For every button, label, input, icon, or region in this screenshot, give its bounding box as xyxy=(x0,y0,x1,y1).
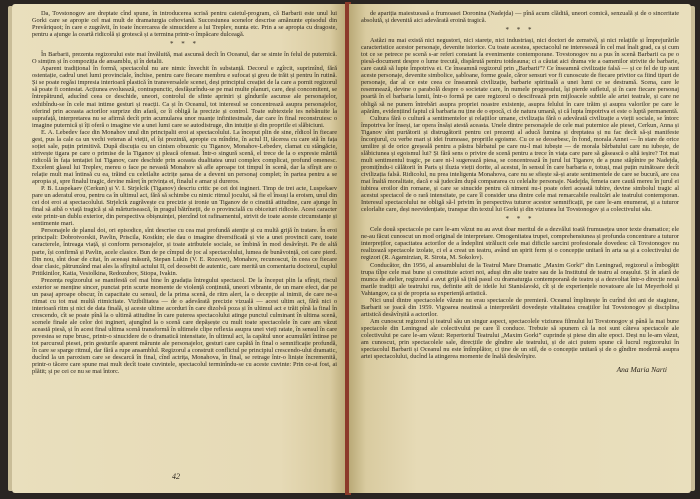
paragraph: Da, Tovstonogov are dreptate cînd spune, în introducerea scrisă pentru caietul-program, că Barbarii este unul lui Gorki care se apropie cel mai mult de dramaturgia cehoviană. Succesiunea scenelor descrise amănunte episodul din Prevăriquot; în care e zugrăvit, în toate încercarea de simucidere a lui Treplev, nunta etc. Prin a se apropia cu dragoste, pentru a ajunge la ceartă ridicolă și grotescă și a termina printr-o împăcare dulceagă. xyxy=(32,10,337,39)
paragraph: Am cunoscut regizorul și teatrul său un singur aspect, spectacolele viziunea filmului lui Tovstonogov și până la mai bune spectacole din Leningrad ale colectivului pe care îl conduce. Trebuie să spunem că la noi sunt câteva spectacole ale colectivului pe care le-am văzut: Repertoriul Teatrului „Maxim Gorki” cuprinde și piese din alte epoci. Deși nu le-am văzut, am cunoscut, prin spectacolele sale, direcțiile de gîndire ale teatrului, și de aici putem spune că lucrul regizorului în spectacolul Barbarii și Oceanul nu este întîmplător, ci ține de un stil, de o concepție unitară și de o gîndire modernă asupra artei spectacolului, ducînd la atingerea momente de înaltă desăvîrșire. xyxy=(361,317,679,361)
right-main-text xyxy=(361,37,679,213)
right-page xyxy=(349,4,691,493)
paragraph: În Barbarii, prezenta regizorului este mai învăluită, mai ascunsă decît în Oceanul, dar se simte în felul de puternică. O simțim și în compoziția de ansamblu, și în detalii. xyxy=(32,51,337,66)
left-page xyxy=(12,4,347,493)
section-separator: * * * xyxy=(505,215,535,224)
page-number: 42 xyxy=(172,472,180,481)
left-main-text xyxy=(32,51,337,375)
paragraph: Conducător, din 1956, al ansamblului de la Teatrul Mare Dramatic „Maxim Gorki” din Leningrad, regizorul a îmbogățit trupa tîlpe cele mai bune și constituie actori noi, aduși din alte teatre sau de la Institutul de teatru al orașului. Și în afară de munca de atelier, regizorul a avut grijă să țină pasul cu dramaturgia contemporană de teatru și a dezvoltat într-o direcție nouă marile tradiții ale teatrului rus, definite atît de ideile lui Stanislavski, cît și de experiențele novatoare ale lui Meyerhold și Vahtangov, ca și de propria sa experiență artistică. xyxy=(361,261,679,297)
section-separator: * * * xyxy=(170,40,199,49)
right-bottom-text xyxy=(361,226,679,360)
paragraph: de apariția maiestuoasă a frumoasei Doronina (Nadejda) — pînă acum clădită, uneori comică, senzuală și de o sinceritate absolută, și devenită aici adevărată eroină tragică. xyxy=(361,10,679,25)
paragraph: Prezența regizorului se manifestă cel mai bine în gradația întregului spectacol. De la început plin la sfîrșit, riscul exterior se menține sincer, punctat prin scurte momente de violență conținută, uneori vibrante, de un mare efect, dar pe un pasaj aproape obscur, în capacitate cu sensul, de la prima scenă, de ritm alert, la o decepție al inimii, de care ne-a ritmat cu tot mai multă ritmicitate. Vizibilitatea — de o adevărată precizie vizuală — acest ultim act, fără nici o interioară ritm și nici de data finală, și aceste ultime acorduri în care dizolvă poza și în ultimul act e trăit pînă la final în crescendo, cît se poate pînă la o ultimă atitudine în care puterea spectacolului atinge punctul culminant în ultima scenă, scenele finale ale celor doi ingineri, ajungînd la o scenă care depășește cu mult toate spectacolele în care am văzut această piesă, și în acest final ultima scenă transformă în ultimele clipe reflexia asupra unei vieți ratate, în sensul în care povestea se rupe brusc, printr-o sinucidere de o dramatică intensitate, în ultimul act, la capătul unor acumulări întinse pe tot parcursul piesei, prin gesturile aparent mărunte ale personajelor, gesturi care capătă în final o semnificație profundă, în care se sparge ritmul, dar fără a rupe ansamblul. Regizorul a construit conflictul pe principiul crescendo-ului dramatic, ducînd la un paroxism care se descarcă în final, cînd actrița, Monahova, în final, se retrage într-o liniște încremenită, printr-o tăcere care spune mai mult decît toate cuvintele, spectacolul terminîndu-se cu aceste cuvinte: Prin ce-ai fost, ai plătit; și pe cei ce nu se mai întorc. xyxy=(32,276,337,376)
paragraph: Astăzi nu mai există nici negustori, nici starețe, nici industriași, nici doctori de zemstvă, și nici relațiile și împrejurările caracteristice acestor personaje, devenite istorice. Cu toate acestea, spectacolul ne interesează în cel mai înalt grad, ca și cum tot ce se petrece pe scenă s-ar referi constant la evenimente contemporane. Tovstonogov nu a pus în scenă Barbarii ca pe o piesă-document despre o lume trecută, dispărută pentru totdeauna; ci a căutat aici drama vie a oamenilor strivite de barbarie, care caută să lupte împotriva ei. Ce înseamnă regizorul prin „Barbarii”? Ce înseamnă civilizație falsă — și ce fel de tip sunt aceste personaje, devenite simbolice, șabloane, forme goale, căror sensuri vor fi cunoscute de fiecare privitor ca fiind tipuri de personaje, dar al ce este ceea ce înseamnă civilizație, barbarie spirituală a unei lumi ce se destramă. Scena, care le resemnează, devine o parabolă despre o societate care, în numele progresului, își pierde sufletul, și în care fiecare personaj poartă în el barbaria lumii, într-o formă pe care regizorul o descifrează prin mijloacele subtile ale artei teatrale, și care ne obligă să ne punem întrebări asupra propriei noastre existențe, asupra felului în care trăim și asupra valorilor pe care le apărăm, evidențiind faptul că barbaria nu ține de o epocă, ci de natura umană, și că lupta împotriva ei este o luptă permanentă. xyxy=(361,37,679,115)
right-page-edge xyxy=(691,6,695,491)
paragraph: Cele două spectacole pe care le-am văzut nu au avut doar meritul de a dezvălui toată frumusețea unor texte dramatice; ele ne-au făcut cunoscut un mod original de interpretare. Omogenitatea trupei, comprehensiunea și profunda concentrare a tuturor interpreților, capacitatea actorilor de a îndeplini strălucit cele mai dificile sarcini profesionale dovedesc că Tovstonogov nu realizează spectacole izolate, ci el a creat un teatru, având un spirit ferm și o concepție unitară în arta sa și a colectivului de regizori (R. Agamirzian, R. Sirota, M. Sokolov). xyxy=(361,226,679,262)
paragraph: Personajele de planul doi, ori episodice, sînt descrise cu cea mai profundă atenție și cu multă grijă în tratare. În eroi principali: Dobrotvorskii, Pavlin, Priscila, Kostkin; ele dau o imagine diversificată și vie a unei provincii care, toate caracterele, întreaga viață, și conform personajelor, și toate atributele sociale, se îmbină în mod desăvîrșit. Pe de altă parte, își confirmă și Pavlin, acele clasice. Bun de pe cîmpul de joc al spectacolului, lumea de bunăvoință, cei care pierd. Din nou, sînt doar de citat, în aceeași măsură, Stepan Lukin (V. E. Rozsvet), Monahov, recunoscut, în ceea ce fiecare doar clasic, pătrunzând mai ales la sfîrșitul actului II, cel deosebit de autentic, care merită un comentariu doctorul, cuplul Pritikinilor, Katia, Vesiolkina, Redozubov, Stiopa, Ivakin. xyxy=(32,227,337,277)
paragraph: Aparent tradițional în formă, spectacolul nu are nimic învechit în substanță. Decorul e zgîrcit, suprimînd, fără ostentație, cadrul unei lumi provinciale, închise, pentru care fiecare membru e sufocat și greu de trăit și pentru în rutină. Și se poate regăsi impresia interioară plastică în transversalele scenei, deși principiul creației de la care a pornit regizorul să poate fi contestat. Acțiunea evoluează, contrapunctic, desfășurîndu-se pe mai multe planuri, care, deși concomitent, se întrepătrund, aducînd ceea ce deschide, uneori, controlul de sfinte apriniri și gîndurile ascunse ale personajelor, exhibîndu-se în cele mai intime gesturi și reacții. Ca și în Oceanul, tot interesul se concentrează asupra personajelor, oferind prin aceasta actorilor surprize din afară, ce îi obligă la precizie și control. Toate subtextele ies nebănuite la suprafață, interpretarea nu se afirmă decît prin acumularea unor nuanțe infinitesimale, dar care în final reconstruiesc o imagine puternică și îți oferă o imagine vie a unei lumi care se autodistruge, din intuiție și din propriile ei slăbiciuni. xyxy=(32,65,337,129)
right-top-text xyxy=(361,10,679,24)
author-signature: Ana Maria Narti xyxy=(616,365,667,375)
paragraph: P. B. Luspekaev (Cerkun) și V. I. Strjelcik (Tiganov) descriu critic pe cei doi ingineri. Timp de trei acte, Luspekaev pare un aderatul erou, pentru ca în ultimul act, fără să schimbe cu nimic ritmul jocului, să fie el însuși la eroism, unul din cei doi eroi ai spectacolului. Strjelcik zugrăvește cu precizie și ironie un Tiganov de o cinstită atitudine, care ajunge în final să aibă o viață tragică și să mărturisească, în pragul bătrîneții, de o provincială cu obiceiuri ridicole. Acest caracter este printr-un dublu exterior, din perspectiva obișnuinței, pierzînd tot rafinamentul, strivit de toate aceste circumstanțe și sentimente mari. xyxy=(32,185,337,228)
paragraph: Cultura fără o cultură a sentimentelor și relațiilor umane, civilizația fără o adevărată civilizație a vieții sociale, se întorc împotriva lor înseși, iar opera însăși atestă aceasta. Unele dintre personajele de cele mai puternice ale piesei, Cerkun, Anna și Tiganov sînt purtătorii și distrugătorii pentru cei prezenți al aducă lumina și dreptatea și nu fac decît să-și manifeste înconjurul, cu verbe mari și idei frumoase, propriile egoisme. Cu ce se deosebesc, în fond, morala Annei — în stare de orice umilire și de orice greșeală pentru a păstra bărbatul pe care nu-l mai iubește — de morala bărbatului care nu iubește, de slăbiciunea și egoismul lui? Și fără sens o privire de scenă pentru a trece în viața care pare să găsească o altă ieșire? Tot mai mult sentimentul tragic, pe care ni-l sugerează piesa, se concentrează în jurul lui Tiganov, de a pune stăpînire pe Nadejda, promițîndu-i călătorii în Paris și iluzia vieții dorite, al acestui, în sensul în care barbaria e, totuși, mai puțin ruinătoare decît civilizația falsă. Ridicolul, nu prea inteligenta Monahova, care nu se sfiește să-și arate sentimentele de care se bucură, are cea mai înaltă moralitate, dacă e să judecăm după compararea cu celelalte personaje. Nadejda, femeia care caută mereu în jurul ei iubirea eroilor din romane, și care se sinucide pentru că nimeni nu-i poate oferi această iubire, devine simbolul tragic al acestui spectacol de o rară intensitate, pe care îl consider una dintre cele mai remarcabile realizări ale teatrului contemporan. Interesul spectacolului ne obligă să-l privim în perspectiva tuturor acestor semnificații, pe care le-am enumerat, și a tuturor celorlalte care, deși neevidențiate, transpar din textul lui Gorki și din viziunea lui Tovstonogov și a colectivului său. xyxy=(361,114,679,214)
paragraph: Nici unul dintre spectacolele văzute nu erau spectacole de premieră. Oceanul împlinește în curînd doi ani de stagiune, Barbarii se joacă din 1959. Vigoarea neatinsă a interpretării dovedește vitalitatea creațiilor lui Tovstonogov și disciplina artistică desăvîrșită a actorilor. xyxy=(361,296,679,318)
section-separator: * * * xyxy=(505,26,535,35)
paragraph: E. A. Lebedev face din Monahov unul din principalii eroi ai spectacolului. La început plin de sine, rîdicol în fiecare gest, pus la cale ca un vechi veteran al vieții, el își prezintă, apropie cu mîndrie, în actul II, tăcerea cu care stă în fața soției sale, puțin primitivă. După discuția cu un cinism obraznic cu Tiganov, Monahov-Lebedev, clamat cu stângăcie, strivește tigara pe care o primise de la Tiganov și pleacă ofensat. Într-o singură scenă, el trece de la o expresie mărită ridicolă în fața tentației lui Tiganov, care deschide prin aceasta dualitatea unui complex complicat, profund omenesc. Excelent glasul lui Treplev, mereu o face pe nevastă Monahov să afle aproape tot timpul în scenă, dar la sfîrșit are o relație mult mai întinsă cu ea, trăind cu celeilalte actrițe șansa de a deveni un personaj complet; în partea pentru a se apropia și, spre finalul tragic, devine măreț în privința ei, finalul e amar și dureros. xyxy=(32,128,337,186)
left-top-text xyxy=(32,10,337,38)
